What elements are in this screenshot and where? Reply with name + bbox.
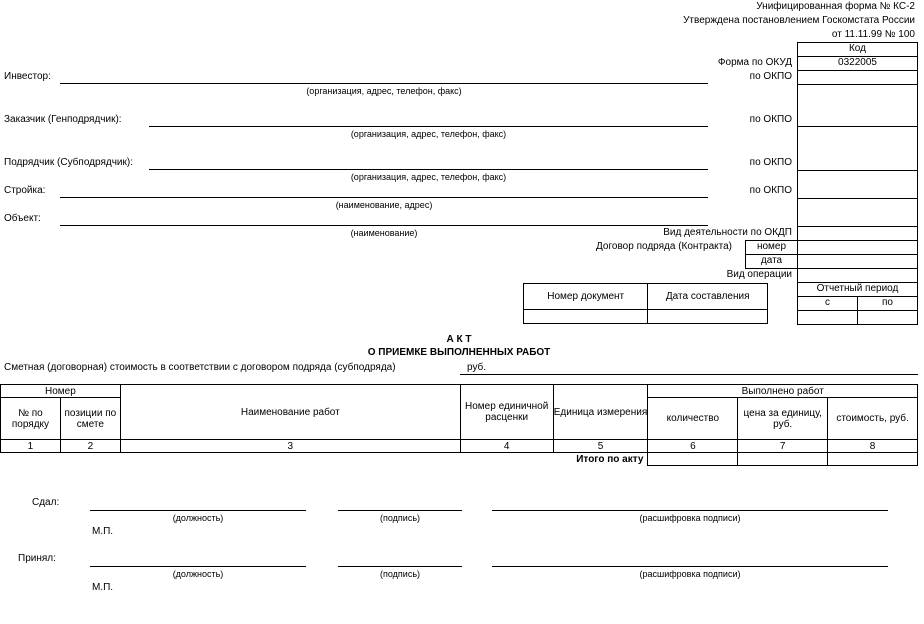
code-row-line xyxy=(797,170,918,171)
customer-field-line[interactable] xyxy=(149,126,708,127)
okud-value: 0322005 xyxy=(838,57,877,68)
code-row-line xyxy=(797,226,918,227)
okpo-label-customer: по ОКПО xyxy=(749,114,792,125)
gave-decode-line[interactable] xyxy=(492,510,888,511)
col-number: 1 xyxy=(1,440,61,453)
okdp-label: Вид деятельности по ОКДП xyxy=(663,227,792,238)
total-price-cell[interactable] xyxy=(738,453,828,466)
received-decode-hint: (расшифровка подписи) xyxy=(639,569,741,579)
approval-line: Утверждена постановлением Госкомстата России xyxy=(683,15,915,26)
approval-date: от 11.11.99 № 100 xyxy=(831,29,915,40)
site-field-line[interactable] xyxy=(60,197,708,198)
act-subtitle: О ПРИЕМКЕ ВЫПОЛНЕННЫХ РАБОТ xyxy=(367,347,551,358)
form-code: Унифицированная форма № КС-2 xyxy=(756,1,915,12)
th-unit-price: цена за единицу, руб. xyxy=(738,398,828,440)
site-label: Стройка: xyxy=(4,185,46,196)
contractor-label: Подрядчик (Субподрядчик): xyxy=(4,157,133,168)
period-to-label: по xyxy=(882,297,893,308)
code-row-line xyxy=(797,126,918,127)
total-qty-cell[interactable] xyxy=(648,453,738,466)
received-decode-line[interactable] xyxy=(492,566,888,567)
contract-date-label: дата xyxy=(760,255,783,266)
contractor-hint: (организация, адрес, телефон, факс) xyxy=(350,172,507,182)
col-number: 7 xyxy=(738,440,828,453)
gave-signature-hint: (подпись) xyxy=(379,513,421,523)
th-quantity: количество xyxy=(648,398,738,440)
okpo-label-investor: по ОКПО xyxy=(749,71,792,82)
cost-field-line[interactable] xyxy=(460,374,918,375)
doc-number-date-box xyxy=(523,283,768,324)
gave-decode-hint: (расшифровка подписи) xyxy=(639,513,741,523)
th-cost: стоимость, руб. xyxy=(828,398,918,440)
investor-label: Инвестор: xyxy=(4,71,51,82)
contract-label: Договор подряда (Контракта) xyxy=(596,241,732,252)
received-stamp: М.П. xyxy=(92,582,114,593)
investor-field-line[interactable] xyxy=(60,83,708,84)
th-work-name: Наименование работ xyxy=(120,385,460,440)
okpo-label-contractor: по ОКПО xyxy=(749,157,792,168)
customer-hint: (организация, адрес, телефон, факс) xyxy=(350,129,507,139)
doc-number-cell[interactable] xyxy=(524,310,648,324)
th-order-num: № по порядку xyxy=(1,398,61,440)
object-hint: (наименование) xyxy=(350,228,418,238)
doc-number-header: Номер документ xyxy=(524,284,648,310)
investor-hint: (организация, адрес, телефон, факс) xyxy=(306,86,462,96)
site-hint: (наименование, адрес) xyxy=(335,200,433,210)
received-position-hint: (должность) xyxy=(172,569,224,579)
th-nomer: Номер xyxy=(1,385,121,398)
th-estimate-pos: позиции по смете xyxy=(60,398,120,440)
okpo-label-site: по ОКПО xyxy=(749,185,792,196)
th-unit: Единица измерения xyxy=(553,385,648,440)
doc-date-header: Дата составления xyxy=(648,284,768,310)
contract-number-label: номер xyxy=(756,241,787,252)
code-header: Код xyxy=(848,43,866,54)
operation-label: Вид операции xyxy=(726,269,792,280)
code-row-line xyxy=(797,240,918,241)
code-row-line xyxy=(797,70,918,71)
received-label: Принял: xyxy=(18,553,56,564)
total-cost-cell[interactable] xyxy=(828,453,918,466)
gave-signature-line[interactable] xyxy=(338,510,462,511)
col-number: 3 xyxy=(120,440,460,453)
code-row-line xyxy=(797,84,918,85)
gave-label: Сдал: xyxy=(32,497,60,508)
received-position-line[interactable] xyxy=(90,566,306,567)
object-field-line[interactable] xyxy=(60,225,708,226)
cost-unit: руб. xyxy=(467,362,487,373)
code-row-line xyxy=(797,198,918,199)
works-table xyxy=(0,384,918,466)
gave-position-hint: (должность) xyxy=(172,513,224,523)
cost-label: Сметная (договорная) стоимость в соответствии с договором подряда (субподряда) xyxy=(4,362,396,373)
contractor-field-line[interactable] xyxy=(149,169,708,170)
col-number: 5 xyxy=(553,440,648,453)
act-title: А К Т xyxy=(446,334,472,345)
period-from-label: с xyxy=(825,297,830,308)
customer-label: Заказчик (Генподрядчик): xyxy=(4,114,122,125)
doc-date-cell[interactable] xyxy=(648,310,768,324)
received-signature-hint: (подпись) xyxy=(379,569,421,579)
okud-label: Форма по ОКУД xyxy=(717,57,792,68)
col-number: 2 xyxy=(60,440,120,453)
col-number: 8 xyxy=(828,440,918,453)
th-done: Выполнено работ xyxy=(648,385,918,398)
col-number: 6 xyxy=(648,440,738,453)
gave-stamp: М.П. xyxy=(92,526,114,537)
period-title: Отчетный период xyxy=(816,283,899,294)
code-row-line xyxy=(797,268,918,269)
gave-position-line[interactable] xyxy=(90,510,306,511)
received-signature-line[interactable] xyxy=(338,566,462,567)
col-number: 4 xyxy=(460,440,553,453)
th-rate-number: Номер единичной расценки xyxy=(460,385,553,440)
object-label: Объект: xyxy=(4,213,41,224)
total-label: Итого по акту xyxy=(1,453,648,466)
